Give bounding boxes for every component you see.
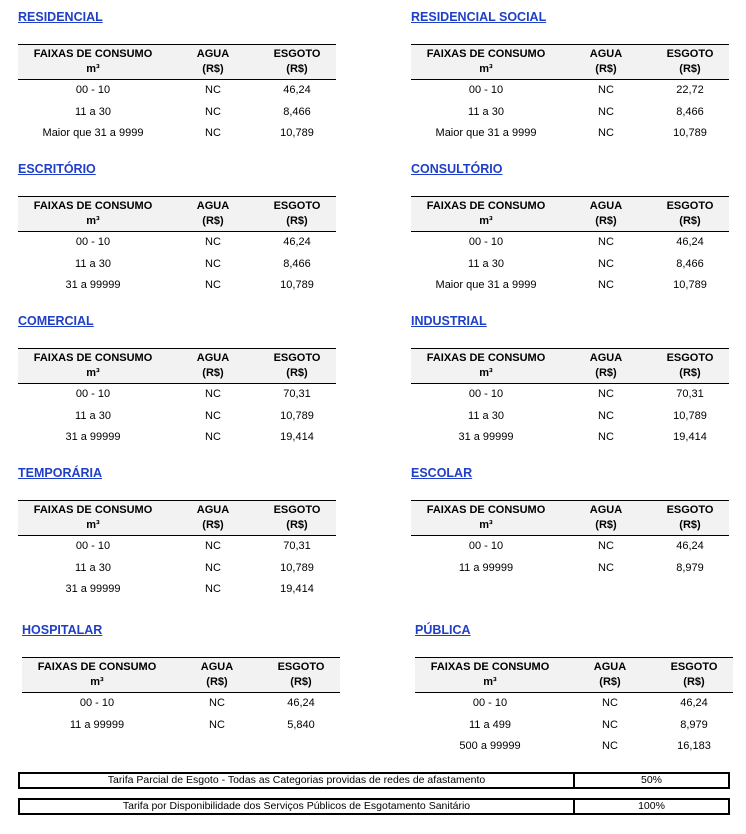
cell-esgoto: 10,789 [280,279,314,291]
header-esgoto [258,351,336,381]
header-unit: m³ [86,367,100,379]
section-title: CONSULTÓRIO [411,162,503,176]
cell-range: 31 a 99999 [65,583,121,595]
cell-agua: NC [205,236,221,248]
cell-esgoto: 70,31 [676,388,704,400]
table-header [411,500,729,536]
section-title: ESCRITÓRIO [18,162,96,176]
header-unit: m³ [479,519,493,531]
section-title: COMERCIAL [18,314,94,328]
cell-esgoto: 10,789 [673,409,707,422]
cell-esgoto: 5,840 [287,718,315,731]
header-faixas [415,660,565,690]
header-agua [188,199,238,229]
cell-esgoto: 70,31 [283,388,311,400]
cell-range: Maior que 31 a 9999 [435,279,537,291]
cell-esgoto: 8,466 [283,105,311,118]
cell-esgoto: 16,183 [677,740,711,752]
footer-value: 50% [640,774,662,786]
cell-agua: NC [205,257,221,270]
cell-range: 11 a 30 [75,105,111,118]
tariff-table [411,500,729,579]
header-currency: (R$) [202,215,224,227]
table-row [415,715,733,737]
table-row [18,558,336,580]
cell-range: Maior que 31 a 9999 [42,127,144,139]
table-row [415,693,733,715]
cell-esgoto: 8,979 [676,561,704,574]
header-esgoto [651,503,729,533]
header-currency: (R$) [679,367,701,379]
table-row [411,275,729,297]
section-title: TEMPORÁRIA [18,466,103,480]
cell-esgoto: 46,24 [287,697,315,709]
header-currency: (R$) [679,63,701,75]
cell-agua: NC [205,540,221,552]
table-row [18,384,336,406]
cell-range: 11 a 99999 [458,561,514,574]
header-currency: (R$) [286,215,308,227]
section-title: INDUSTRIAL [411,314,487,328]
header-agua-label: AGUA [196,352,230,364]
tariff-table [411,44,729,145]
cell-range: 00 - 10 [468,540,504,552]
cell-esgoto: 8,466 [676,105,704,118]
cell-range: 11 a 30 [75,409,111,422]
header-esgoto-label: ESGOTO [273,504,321,516]
header-currency: (R$) [202,63,224,75]
table-header [411,348,729,384]
table-row [411,254,729,276]
header-currency: (R$) [202,519,224,531]
header-currency: (R$) [599,676,621,688]
header-agua-label: AGUA [196,504,230,516]
table-row [411,406,729,428]
table-header [415,657,733,693]
cell-agua: NC [598,127,614,139]
cell-range: 00 - 10 [468,388,504,400]
table-row [411,232,729,254]
cell-esgoto: 46,24 [283,236,311,248]
cell-esgoto: 8,466 [283,257,311,270]
header-unit: m³ [86,519,100,531]
header-agua [581,199,631,229]
header-unit: m³ [86,63,100,75]
cell-agua: NC [205,431,221,443]
table-row [411,384,729,406]
cell-esgoto: 19,414 [280,431,314,443]
header-esgoto [655,660,733,690]
header-currency: (R$) [595,367,617,379]
header-faixas [18,351,168,381]
header-faixas [18,503,168,533]
header-faixas-label: FAIXAS DE CONSUMO [426,352,546,364]
cell-agua: NC [598,105,614,118]
header-esgoto [262,660,340,690]
header-esgoto-label: ESGOTO [277,661,325,673]
footer-row-availability-tariff [18,798,730,815]
cell-agua: NC [598,388,614,400]
header-faixas-label: FAIXAS DE CONSUMO [426,200,546,212]
footer-label: Tarifa por Disponibilidade dos Serviços Públicos de Esgotamento Sanitário [20,800,575,813]
cell-esgoto: 10,789 [280,127,314,139]
header-agua-label: AGUA [196,48,230,60]
header-esgoto [651,47,729,77]
header-faixas-label: FAIXAS DE CONSUMO [426,48,546,60]
header-agua-label: AGUA [589,352,623,364]
header-agua [581,351,631,381]
tariff-table [18,44,336,145]
cell-range: 00 - 10 [472,697,508,709]
section-title: ESCOLAR [411,466,473,480]
header-currency: (R$) [595,63,617,75]
header-esgoto [651,199,729,229]
header-agua-label: AGUA [589,504,623,516]
cell-esgoto: 46,24 [676,236,704,248]
table-row [411,123,729,145]
header-agua [581,47,631,77]
cell-range: 00 - 10 [79,697,115,709]
cell-range: Maior que 31 a 9999 [435,127,537,139]
table-row [411,102,729,124]
tariff-table [411,196,729,297]
cell-agua: NC [602,718,618,731]
table-row [18,579,336,601]
header-faixas [18,47,168,77]
header-esgoto-label: ESGOTO [273,48,321,60]
cell-range: 500 a 99999 [459,740,521,752]
header-faixas [411,351,561,381]
cell-agua: NC [205,409,221,422]
header-currency: (R$) [290,676,312,688]
header-agua-label: AGUA [593,661,627,673]
table-row [18,254,336,276]
cell-agua: NC [598,561,614,574]
cell-esgoto: 19,414 [280,583,314,595]
cell-esgoto: 46,24 [283,84,311,96]
header-agua [581,503,631,533]
header-esgoto [258,199,336,229]
header-esgoto-label: ESGOTO [666,48,714,60]
tariff-table [22,657,340,736]
cell-esgoto: 10,789 [673,279,707,291]
table-header [18,44,336,80]
header-unit: m³ [479,215,493,227]
cell-range: 31 a 99999 [65,431,121,443]
header-faixas [411,503,561,533]
table-row [18,427,336,449]
header-unit: m³ [86,215,100,227]
table-row [18,232,336,254]
table-row [22,693,340,715]
header-esgoto-label: ESGOTO [273,200,321,212]
header-currency: (R$) [679,519,701,531]
table-header [18,348,336,384]
cell-esgoto: 19,414 [673,431,707,443]
header-esgoto [258,47,336,77]
tariff-table [18,500,336,601]
header-unit: m³ [479,367,493,379]
cell-range: 31 a 99999 [65,279,121,291]
cell-esgoto: 10,789 [280,409,314,422]
header-unit: m³ [90,676,104,688]
header-agua [188,503,238,533]
cell-esgoto: 46,24 [680,697,708,709]
cell-esgoto: 70,31 [283,540,311,552]
header-agua [188,351,238,381]
table-row [18,80,336,102]
cell-range: 00 - 10 [75,236,111,248]
table-row [18,536,336,558]
header-faixas-label: FAIXAS DE CONSUMO [426,504,546,516]
cell-agua: NC [598,540,614,552]
cell-agua: NC [598,236,614,248]
header-faixas [411,199,561,229]
cell-agua: NC [205,583,221,595]
cell-agua: NC [205,388,221,400]
header-faixas-label: FAIXAS DE CONSUMO [33,504,153,516]
cell-range: 00 - 10 [75,84,111,96]
cell-range: 11 a 30 [75,561,111,574]
header-agua-label: AGUA [589,200,623,212]
table-row [18,102,336,124]
header-esgoto-label: ESGOTO [273,352,321,364]
section-title: RESIDENCIAL [18,10,103,24]
cell-esgoto: 22,72 [676,84,704,96]
footer-value: 100% [638,800,665,812]
header-esgoto-label: ESGOTO [670,661,718,673]
header-esgoto [258,503,336,533]
header-esgoto-label: ESGOTO [666,504,714,516]
cell-range: 11 a 30 [75,257,111,270]
cell-agua: NC [205,279,221,291]
table-row [22,715,340,737]
table-header [411,196,729,232]
header-esgoto-label: ESGOTO [666,352,714,364]
header-currency: (R$) [286,367,308,379]
table-row [18,275,336,297]
cell-agua: NC [598,431,614,443]
cell-agua: NC [209,718,225,731]
header-faixas-label: FAIXAS DE CONSUMO [33,200,153,212]
cell-esgoto: 8,466 [676,257,704,270]
header-unit: m³ [483,676,497,688]
header-currency: (R$) [683,676,705,688]
cell-range: 11 a 30 [468,105,504,118]
table-row [411,80,729,102]
table-header [22,657,340,693]
cell-range: 11 a 99999 [69,718,125,731]
cell-agua: NC [598,84,614,96]
header-currency: (R$) [595,215,617,227]
cell-range: 00 - 10 [468,236,504,248]
section-title: RESIDENCIAL SOCIAL [411,10,547,24]
header-faixas [411,47,561,77]
table-row [411,558,729,580]
header-currency: (R$) [595,519,617,531]
header-faixas-label: FAIXAS DE CONSUMO [33,352,153,364]
header-faixas-label: FAIXAS DE CONSUMO [37,661,157,673]
cell-range: 11 a 30 [468,257,504,270]
section-title: PÚBLICA [415,623,471,637]
cell-agua: NC [598,409,614,422]
cell-range: 00 - 10 [468,84,504,96]
footer-label: Tarifa Parcial de Esgoto - Todas as Categorias providas de redes de afastamento [20,774,575,787]
cell-range: 11 a 30 [468,409,504,422]
cell-agua: NC [602,697,618,709]
table-row [411,536,729,558]
table-header [18,196,336,232]
cell-range: 00 - 10 [75,540,111,552]
header-faixas [18,199,168,229]
cell-esgoto: 46,24 [676,540,704,552]
header-agua-label: AGUA [196,200,230,212]
tariff-table [18,348,336,449]
header-faixas [22,660,172,690]
cell-agua: NC [205,84,221,96]
header-agua-label: AGUA [589,48,623,60]
header-unit: m³ [479,63,493,75]
tariff-table [415,657,733,758]
cell-esgoto: 8,979 [680,718,708,731]
header-faixas-label: FAIXAS DE CONSUMO [33,48,153,60]
cell-agua: NC [205,105,221,118]
cell-agua: NC [205,127,221,139]
header-esgoto-label: ESGOTO [666,200,714,212]
header-esgoto [651,351,729,381]
table-header [411,44,729,80]
header-agua-label: AGUA [200,661,234,673]
cell-agua: NC [205,561,221,574]
header-currency: (R$) [202,367,224,379]
cell-esgoto: 10,789 [673,127,707,139]
cell-range: 11 a 499 [468,718,511,731]
cell-agua: NC [209,697,225,709]
cell-range: 00 - 10 [75,388,111,400]
section-title: HOSPITALAR [22,623,103,637]
tariff-table [18,196,336,297]
tariff-table [411,348,729,449]
table-row [18,406,336,428]
header-agua [192,660,242,690]
header-faixas-label: FAIXAS DE CONSUMO [430,661,550,673]
header-currency: (R$) [286,519,308,531]
header-agua [188,47,238,77]
cell-range: 31 a 99999 [458,431,514,443]
table-header [18,500,336,536]
header-agua [585,660,635,690]
header-currency: (R$) [679,215,701,227]
table-row [18,123,336,145]
cell-agua: NC [598,257,614,270]
header-currency: (R$) [206,676,228,688]
cell-agua: NC [602,740,618,752]
cell-esgoto: 10,789 [280,561,314,574]
cell-agua: NC [598,279,614,291]
header-currency: (R$) [286,63,308,75]
table-row [411,427,729,449]
table-row [415,736,733,758]
footer-row-partial-tariff [18,772,730,789]
